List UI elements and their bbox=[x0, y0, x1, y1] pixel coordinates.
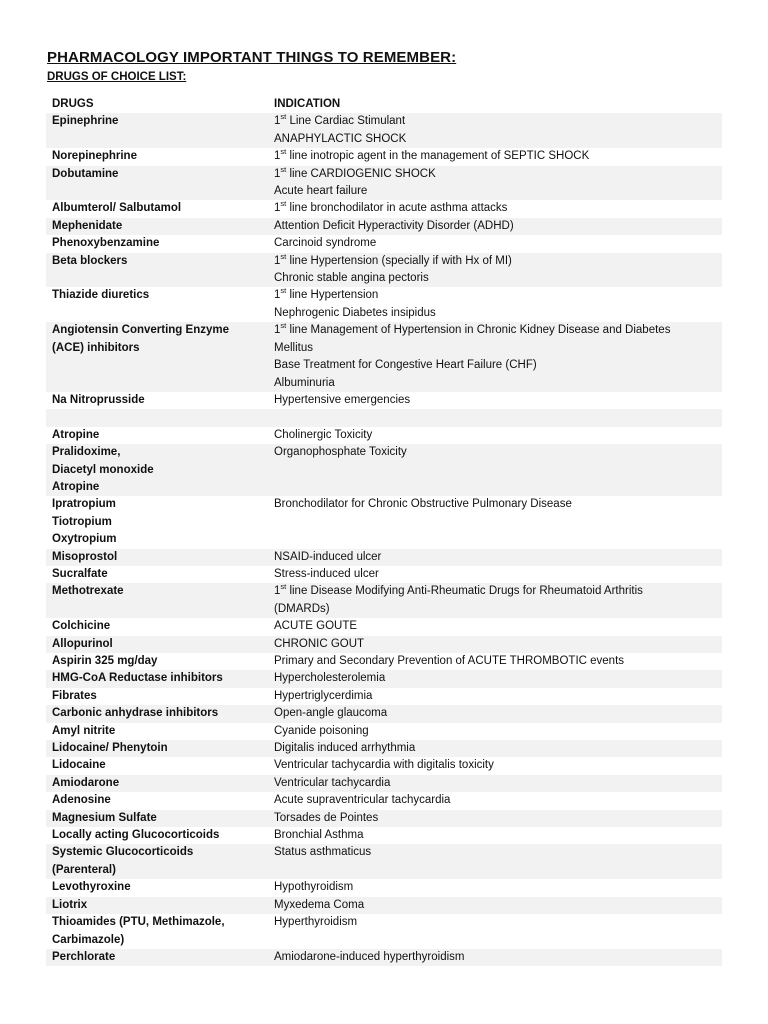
indication-cell bbox=[268, 844, 722, 879]
drug-name: Fibrates bbox=[52, 689, 97, 702]
indication-text: 1st line Hypertension (specially if with Hx of MI) bbox=[274, 252, 512, 267]
table-row bbox=[46, 618, 722, 635]
drug-name: Amiodarone bbox=[52, 776, 120, 789]
drugs-table bbox=[46, 96, 722, 966]
table-row bbox=[46, 844, 722, 879]
drug-name: Pralidoxime, bbox=[52, 446, 121, 459]
drug-cell bbox=[46, 392, 268, 409]
indication-text: Hyperthyroidism bbox=[274, 916, 358, 929]
drug-name: Beta blockers bbox=[52, 254, 128, 267]
drug-cell bbox=[46, 566, 268, 583]
drug-cell bbox=[46, 148, 268, 165]
drug-cell bbox=[46, 757, 268, 774]
drug-cell bbox=[46, 949, 268, 966]
table-row bbox=[46, 897, 722, 914]
indication-text: Bronchodilator for Chronic Obstructive Pulmonary Disease bbox=[274, 498, 572, 511]
table-row bbox=[46, 914, 722, 949]
indication-text: Hypertensive emergencies bbox=[274, 393, 411, 406]
drug-name: Lidocaine bbox=[52, 759, 106, 772]
indication-text: Ventricular tachycardia bbox=[274, 776, 391, 789]
drug-name: Thiazide diuretics bbox=[52, 289, 150, 302]
indication-text: Primary and Secondary Prevention of ACUTE THROMBOTIC events bbox=[274, 655, 625, 667]
drug-name: Albumterol/ Salbutamol bbox=[52, 202, 182, 215]
indication-cell bbox=[268, 148, 722, 165]
table-row bbox=[46, 444, 722, 496]
drug-cell bbox=[46, 113, 268, 148]
indication-text: Ventricular tachycardia with digitalis toxicity bbox=[274, 759, 494, 772]
drug-cell bbox=[46, 670, 268, 687]
indication-text: Hypercholesterolemia bbox=[274, 672, 386, 685]
drug-cell bbox=[46, 444, 268, 496]
drug-cell bbox=[46, 287, 268, 322]
drug-cell bbox=[46, 235, 268, 252]
table-row bbox=[46, 218, 722, 235]
indication-cell bbox=[268, 775, 722, 792]
table-header-row bbox=[46, 96, 722, 113]
table-row bbox=[46, 792, 722, 809]
drug-name bbox=[52, 409, 268, 426]
indication-cell bbox=[268, 166, 722, 201]
table-row bbox=[46, 427, 722, 444]
drug-cell bbox=[46, 723, 268, 740]
drug-cell bbox=[46, 740, 268, 757]
column-header-indication: INDICATION bbox=[274, 98, 341, 110]
drug-name: Systemic Glucocorticoids bbox=[52, 846, 194, 859]
indication-cell bbox=[268, 670, 722, 687]
table-row bbox=[46, 827, 722, 844]
table-row bbox=[46, 235, 722, 252]
indication-cell bbox=[268, 200, 722, 217]
indication-text: ACUTE GOUTE bbox=[274, 620, 358, 633]
drug-cell bbox=[46, 200, 268, 217]
table-row bbox=[46, 287, 722, 322]
indication-text: 1st Line Cardiac Stimulant bbox=[274, 113, 406, 128]
table-row bbox=[46, 705, 722, 722]
indication-cell bbox=[268, 322, 722, 392]
column-header-drugs: DRUGS bbox=[52, 98, 94, 110]
indication-text: 1st line Disease Modifying Anti-Rheumatic Drugs for Rheumatoid Arthritis bbox=[274, 583, 643, 598]
indication-cell bbox=[268, 113, 722, 148]
indication-text: Open-angle glaucoma bbox=[274, 707, 388, 720]
drug-name: Methotrexate bbox=[52, 585, 124, 598]
indication-text: 1st line Management of Hypertension in Chronic Kidney Disease and Diabetes bbox=[274, 322, 671, 337]
drug-cell bbox=[46, 897, 268, 914]
indication-text: Stress-induced ulcer bbox=[274, 567, 379, 580]
drug-name: Liotrix bbox=[52, 898, 88, 911]
drug-name: Angiotensin Converting Enzyme bbox=[52, 324, 229, 337]
indication-cell bbox=[268, 392, 722, 409]
indication-text: Cyanide poisoning bbox=[274, 724, 369, 737]
indication-cell bbox=[268, 810, 722, 827]
table-row bbox=[46, 148, 722, 165]
indication-text: 1st line CARDIOGENIC SHOCK bbox=[274, 165, 436, 180]
indication-cell bbox=[268, 618, 722, 635]
drug-name: Misoprostol bbox=[52, 550, 118, 563]
drug-name: Lidocaine/ Phenytoin bbox=[52, 742, 168, 755]
indication-text: NSAID-induced ulcer bbox=[274, 550, 382, 563]
drug-name: Locally acting Glucocorticoids bbox=[52, 829, 220, 842]
drug-cell bbox=[46, 583, 268, 618]
drug-name: Colchicine bbox=[52, 620, 111, 633]
drug-name: (Parenteral) bbox=[52, 863, 116, 876]
drug-name: Thioamides (PTU, Methimazole, bbox=[52, 916, 225, 929]
drug-name: (ACE) inhibitors bbox=[52, 341, 140, 354]
indication-text: Cholinergic Toxicity bbox=[274, 428, 373, 441]
indication-cell bbox=[268, 235, 722, 252]
drug-cell bbox=[46, 705, 268, 722]
indication-text: Attention Deficit Hyperactivity Disorder (ADHD) bbox=[274, 219, 514, 232]
indication-text: Myxedema Coma bbox=[274, 898, 365, 911]
drug-name: Atropine bbox=[52, 428, 100, 441]
indication-cell bbox=[268, 949, 722, 966]
indication-text: Acute supraventricular tachycardia bbox=[274, 794, 451, 807]
table-row bbox=[46, 166, 722, 201]
indication-text: Hypertriglycerdimia bbox=[274, 689, 373, 702]
indication-cell bbox=[268, 792, 722, 809]
table-row bbox=[46, 200, 722, 217]
indication-text: Nephrogenic Diabetes insipidus bbox=[274, 306, 436, 319]
indication-text: Base Treatment for Congestive Heart Failure (CHF) bbox=[274, 359, 537, 372]
indication-text: Organophosphate Toxicity bbox=[274, 446, 407, 459]
table-row bbox=[46, 810, 722, 827]
indication-text: Amiodarone-induced hyperthyroidism bbox=[274, 950, 465, 963]
drug-name: Phenoxybenzamine bbox=[52, 237, 160, 250]
drug-name: Oxytropium bbox=[52, 533, 117, 546]
drug-name: Allopurinol bbox=[52, 637, 113, 650]
drug-name: Sucralfate bbox=[52, 567, 108, 580]
indication-cell bbox=[268, 723, 722, 740]
table-row bbox=[46, 549, 722, 566]
indication-text: Digitalis induced arrhythmia bbox=[274, 742, 416, 755]
drug-cell bbox=[46, 166, 268, 201]
indication-text: Torsades de Pointes bbox=[274, 811, 379, 824]
drug-name: Magnesium Sulfate bbox=[52, 811, 157, 824]
drug-cell bbox=[46, 775, 268, 792]
drug-name: HMG-CoA Reductase inhibitors bbox=[52, 672, 223, 685]
indication-cell bbox=[268, 253, 722, 288]
indication-cell bbox=[268, 444, 722, 496]
table-row bbox=[46, 879, 722, 896]
page-title: PHARMACOLOGY IMPORTANT THINGS TO REMEMBER: bbox=[47, 49, 457, 66]
table-row bbox=[46, 113, 722, 148]
drug-name: Mephenidate bbox=[52, 219, 123, 232]
indication-cell bbox=[268, 688, 722, 705]
drug-cell bbox=[46, 792, 268, 809]
indication-text: 1st line Hypertension bbox=[274, 287, 379, 302]
indication-cell bbox=[268, 566, 722, 583]
indication-cell bbox=[268, 549, 722, 566]
drug-name: Diacetyl monoxide bbox=[52, 463, 154, 476]
table-row bbox=[46, 775, 722, 792]
drug-cell bbox=[46, 218, 268, 235]
table-body bbox=[46, 113, 722, 966]
drug-cell bbox=[46, 409, 268, 426]
drug-cell bbox=[46, 618, 268, 635]
drug-cell bbox=[46, 653, 268, 670]
table-row bbox=[46, 740, 722, 757]
indication-text: ANAPHYLACTIC SHOCK bbox=[274, 132, 407, 145]
drug-name: Na Nitroprusside bbox=[52, 393, 145, 406]
indication-text: 1st line inotropic agent in the management of SEPTIC SHOCK bbox=[274, 148, 590, 163]
indication-text: Bronchial Asthma bbox=[274, 829, 364, 842]
drug-name: Aspirin 325 mg/day bbox=[52, 655, 158, 667]
drug-name: Adenosine bbox=[52, 794, 111, 807]
indication-cell bbox=[268, 496, 722, 548]
indication-cell bbox=[268, 636, 722, 653]
drug-name: Epinephrine bbox=[52, 115, 119, 128]
table-row bbox=[46, 723, 722, 740]
drug-cell bbox=[46, 549, 268, 566]
indication-cell bbox=[268, 583, 722, 618]
indication-text: Hypothyroidism bbox=[274, 881, 354, 894]
drug-cell bbox=[46, 496, 268, 548]
drug-cell bbox=[46, 827, 268, 844]
drug-cell bbox=[46, 844, 268, 879]
table-row bbox=[46, 496, 722, 548]
indication-cell bbox=[268, 287, 722, 322]
drug-cell bbox=[46, 427, 268, 444]
indication-text: Albuminuria bbox=[274, 376, 335, 389]
table-row bbox=[46, 253, 722, 288]
indication-text bbox=[274, 409, 722, 426]
indication-text: CHRONIC GOUT bbox=[274, 637, 365, 650]
indication-text: Status asthmaticus bbox=[274, 846, 372, 859]
indication-text: Acute heart failure bbox=[274, 185, 368, 198]
indication-cell bbox=[268, 409, 722, 426]
drug-name: Tiotropium bbox=[52, 515, 112, 528]
drug-name: Dobutamine bbox=[52, 167, 119, 180]
drug-name: Carbimazole) bbox=[52, 933, 125, 946]
drug-name: Ipratropium bbox=[52, 498, 116, 511]
table-row bbox=[46, 409, 722, 426]
table-row bbox=[46, 636, 722, 653]
table-row bbox=[46, 688, 722, 705]
indication-text: 1st line bronchodilator in acute asthma attacks bbox=[274, 200, 508, 215]
indication-cell bbox=[268, 705, 722, 722]
table-row bbox=[46, 757, 722, 774]
table-row bbox=[46, 670, 722, 687]
indication-text: Chronic stable angina pectoris bbox=[274, 272, 429, 285]
section-subtitle: DRUGS OF CHOICE LIST: bbox=[47, 71, 187, 83]
table-row bbox=[46, 653, 722, 670]
drug-cell bbox=[46, 253, 268, 288]
indication-text: (DMARDs) bbox=[274, 602, 330, 615]
drug-name: Carbonic anhydrase inhibitors bbox=[52, 707, 219, 720]
indication-cell bbox=[268, 897, 722, 914]
drug-name: Amyl nitrite bbox=[52, 724, 116, 737]
drug-name: Norepinephrine bbox=[52, 150, 137, 163]
indication-cell bbox=[268, 914, 722, 949]
indication-cell bbox=[268, 757, 722, 774]
drug-name: Levothyroxine bbox=[52, 881, 131, 894]
table-row bbox=[46, 566, 722, 583]
drug-cell bbox=[46, 879, 268, 896]
table-row bbox=[46, 949, 722, 966]
indication-text: Mellitus bbox=[274, 341, 313, 354]
drug-cell bbox=[46, 810, 268, 827]
drug-cell bbox=[46, 322, 268, 392]
drug-name: Atropine bbox=[52, 480, 100, 493]
drug-cell bbox=[46, 914, 268, 949]
indication-text: Carcinoid syndrome bbox=[274, 237, 377, 250]
drug-cell bbox=[46, 636, 268, 653]
indication-cell bbox=[268, 653, 722, 670]
drug-name: Perchlorate bbox=[52, 950, 116, 963]
indication-cell bbox=[268, 427, 722, 444]
table-row bbox=[46, 322, 722, 392]
table-row bbox=[46, 583, 722, 618]
indication-cell bbox=[268, 879, 722, 896]
table-row bbox=[46, 392, 722, 409]
drug-cell bbox=[46, 688, 268, 705]
indication-cell bbox=[268, 740, 722, 757]
indication-cell bbox=[268, 827, 722, 844]
indication-cell bbox=[268, 218, 722, 235]
